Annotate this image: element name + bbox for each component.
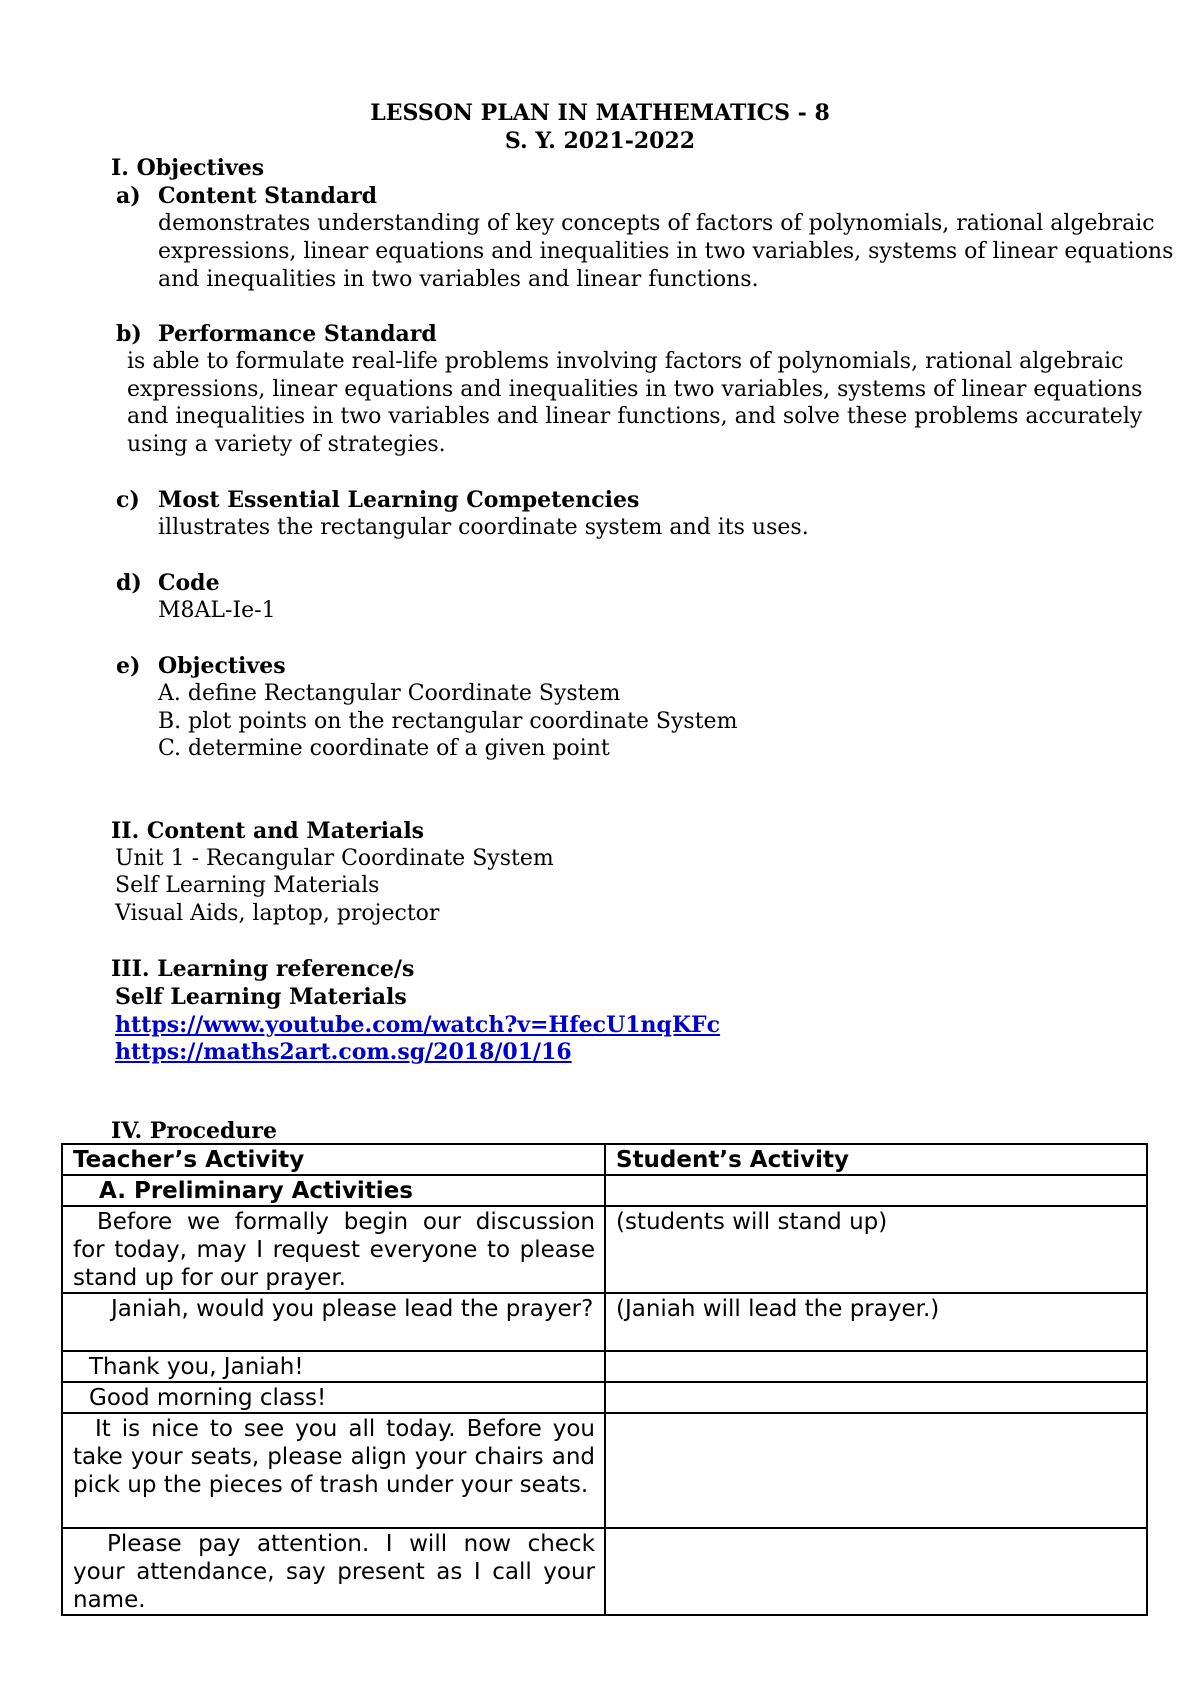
objectives-list-heading bbox=[116, 652, 286, 680]
student-cell bbox=[605, 1351, 1147, 1382]
performance-standard-heading bbox=[116, 320, 437, 348]
reference-link-text[interactable]: https://www.youtube.com/watch?v=HfecU1nqKFc bbox=[115, 1012, 721, 1038]
code-label: Code bbox=[158, 570, 220, 596]
references-subheading: Self Learning Materials bbox=[115, 984, 407, 1010]
student-cell bbox=[605, 1382, 1147, 1413]
table-row bbox=[62, 1413, 1147, 1528]
content-materials-item: Unit 1 - Recangular Coordinate System bbox=[115, 846, 554, 871]
performance-standard-line: using a variety of strategies. bbox=[127, 432, 446, 457]
teacher-cell bbox=[62, 1413, 605, 1528]
teacher-text: Good morning class! bbox=[89, 1385, 327, 1411]
performance-standard-line: is able to formulate real-life problems involving factors of polynomials, rational algebraic bbox=[127, 349, 1124, 374]
school-year: S. Y. 2021-2022 bbox=[504, 128, 696, 154]
teacher-text: Thank you, Janiah! bbox=[89, 1354, 304, 1380]
code-heading bbox=[116, 569, 220, 597]
competencies-marker: c) bbox=[116, 487, 140, 513]
content-standard-label: Content Standard bbox=[158, 183, 378, 209]
competencies-text: illustrates the rectangular coordinate system and its uses. bbox=[158, 515, 809, 540]
content-standard-marker: a) bbox=[116, 183, 141, 209]
student-cell bbox=[605, 1413, 1147, 1528]
code-marker: d) bbox=[116, 570, 142, 596]
teacher-cell bbox=[62, 1206, 605, 1293]
teacher-text: Before we formally begin our discussion for today, may I request everyone to please stand up for our prayer. bbox=[73, 1209, 595, 1291]
references-heading: III. Learning reference/s bbox=[111, 956, 415, 982]
teacher-activity-header: Teacher’s Activity bbox=[62, 1144, 605, 1175]
performance-standard-label: Performance Standard bbox=[158, 321, 437, 347]
objective-item: A. define Rectangular Coordinate System bbox=[158, 681, 621, 706]
objectives-marker: e) bbox=[116, 653, 141, 679]
content-standard-line: and inequalities in two variables and linear functions. bbox=[158, 267, 759, 292]
reference-link-maths2art[interactable] bbox=[115, 1038, 572, 1067]
teacher-cell bbox=[62, 1528, 605, 1615]
table-row bbox=[62, 1206, 1147, 1293]
procedure-heading: IV. Procedure bbox=[111, 1118, 277, 1144]
table-row bbox=[62, 1382, 1147, 1413]
objectives-label: Objectives bbox=[158, 653, 286, 679]
reference-link-youtube[interactable] bbox=[115, 1011, 720, 1040]
teacher-text: It is nice to see you all today. Before you take your seats, please align your chairs and pick up the pieces of trash under your seats. bbox=[73, 1416, 595, 1498]
teacher-cell bbox=[62, 1293, 605, 1351]
student-cell: (students will stand up) bbox=[605, 1206, 1147, 1293]
content-standard-line: demonstrates understanding of key concepts of factors of polynomials, rational algebraic bbox=[158, 211, 1155, 236]
student-activity-header: Student’s Activity bbox=[605, 1144, 1147, 1175]
student-cell bbox=[605, 1528, 1147, 1615]
teacher-text: Please pay attention. I will now check your attendance, say present as I call your name. bbox=[73, 1531, 595, 1613]
content-materials-heading: II. Content and Materials bbox=[111, 818, 425, 844]
content-standard-heading bbox=[116, 182, 377, 210]
student-cell: (Janiah will lead the prayer.) bbox=[605, 1293, 1147, 1351]
teacher-cell bbox=[62, 1382, 605, 1413]
performance-standard-marker: b) bbox=[116, 321, 142, 347]
performance-standard-line: expressions, linear equations and inequalities in two variables, systems of linear equations bbox=[127, 377, 1143, 402]
objective-item: C. determine coordinate of a given point bbox=[158, 736, 610, 761]
reference-link-text[interactable]: https://maths2art.com.sg/2018/01/16 bbox=[115, 1039, 572, 1065]
table-row bbox=[62, 1351, 1147, 1382]
competencies-label: Most Essential Learning Competencies bbox=[158, 487, 640, 513]
code-text: M8AL-Ie-1 bbox=[158, 598, 276, 623]
content-standard-line: expressions, linear equations and inequalities in two variables, systems of linear equations bbox=[158, 239, 1174, 264]
table-cell bbox=[605, 1175, 1147, 1206]
table-section-row bbox=[62, 1175, 1147, 1206]
procedure-table bbox=[61, 1143, 1148, 1616]
document-title: LESSON PLAN IN MATHEMATICS - 8 bbox=[370, 100, 830, 126]
table-row bbox=[62, 1293, 1147, 1351]
table-row bbox=[62, 1528, 1147, 1615]
content-materials-item: Self Learning Materials bbox=[115, 873, 380, 898]
teacher-cell bbox=[62, 1351, 605, 1382]
preliminary-activities-label: A. Preliminary Activities bbox=[62, 1175, 605, 1206]
teacher-text: Janiah, would you please lead the prayer? bbox=[111, 1296, 594, 1322]
competencies-heading bbox=[116, 486, 639, 514]
table-header-row bbox=[62, 1144, 1147, 1175]
objectives-heading: I. Objectives bbox=[111, 155, 265, 181]
content-materials-item: Visual Aids, laptop, projector bbox=[115, 901, 440, 926]
performance-standard-line: and inequalities in two variables and linear functions, and solve these problems accurately bbox=[127, 404, 1143, 429]
objective-item: B. plot points on the rectangular coordinate System bbox=[158, 709, 738, 734]
